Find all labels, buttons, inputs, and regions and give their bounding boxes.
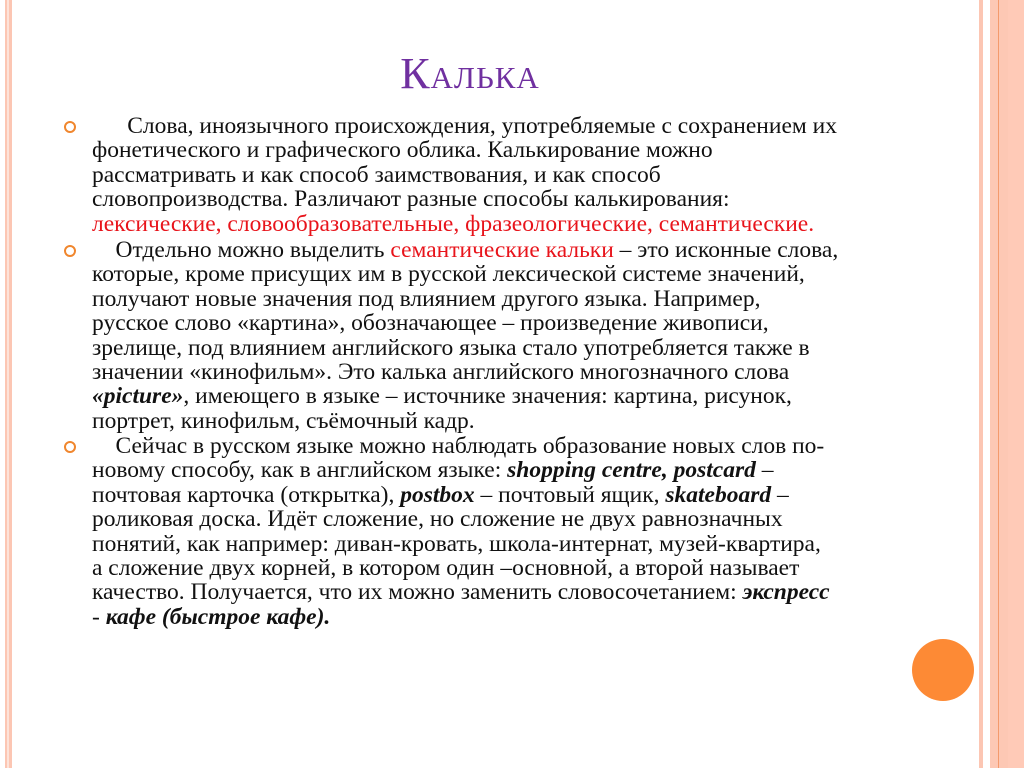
text-segment: понятий, как например: диван-кровать, школа-интернат, музей-квартира,	[92, 530, 821, 557]
text-line	[92, 163, 972, 187]
text-line	[92, 238, 972, 262]
text-segment: Отдельно можно выделить	[92, 237, 391, 263]
text-line	[92, 532, 972, 556]
text-line	[92, 114, 972, 138]
text-line	[92, 360, 972, 384]
right-border-line	[998, 0, 999, 768]
bullet-icon	[64, 121, 76, 133]
right-border-stripe-3	[1008, 0, 1024, 768]
example-term: skateboard	[665, 481, 772, 508]
text-segment: рассматривать и как способ заимствования, и как способ	[92, 161, 661, 188]
text-segment: роликовая доска. Идёт сложение, но сложение не двух равнозначных	[92, 506, 783, 533]
paragraph-new-word-formation	[92, 434, 972, 629]
text-line	[92, 483, 972, 507]
text-line	[92, 507, 972, 531]
paragraph-calque-definition	[92, 114, 972, 236]
bullet-icon	[64, 441, 76, 453]
highlighted-term: семантические кальки	[390, 237, 614, 263]
decorative-orange-circle	[912, 639, 974, 701]
text-line	[92, 262, 972, 286]
text-segment: –	[755, 457, 774, 484]
text-line	[92, 336, 972, 360]
text-line	[92, 434, 972, 458]
text-line	[92, 605, 972, 629]
text-segment: Слова, иноязычного происхождения, употребляемые с сохранением их	[92, 113, 837, 139]
highlighted-term: лексические, словообразовательные, фразеологические, семантические.	[92, 210, 815, 237]
text-line	[92, 311, 972, 335]
text-segment: зрелище, под влиянием английского языка стало употребляется также в	[92, 334, 810, 361]
right-border-stripe-1	[979, 0, 983, 768]
text-line	[92, 187, 972, 211]
text-segment: -	[92, 603, 106, 630]
text-segment: портрет, кинофильм, съёмочный кадр.	[92, 407, 475, 434]
text-segment: –	[771, 481, 789, 508]
text-segment: почтовая карточка (открытка),	[92, 481, 401, 508]
bullet-icon	[64, 245, 76, 257]
text-line	[92, 287, 972, 311]
text-line	[92, 384, 972, 408]
text-segment: а сложение двух корней, в котором один –основной, а второй называет	[92, 554, 800, 581]
example-term: shopping centre, postcard	[507, 457, 756, 484]
text-segment: русское слово «картина», обозначающее – произведение живописи,	[92, 310, 769, 337]
paragraph-semantic-calques	[92, 238, 972, 433]
text-segment: фонетического и графического облика. Калькирование можно	[92, 137, 713, 164]
text-line	[92, 556, 972, 580]
text-segment: Сейчас в русском языке можно наблюдать образование новых слов по-	[92, 433, 825, 459]
example-term: postbox	[400, 481, 475, 508]
text-segment: качество. Получается, что их можно заменить словосочетанием:	[92, 579, 743, 606]
example-term: кафе (быстрое кафе).	[105, 603, 331, 630]
text-segment: , имеющего в языке – источнике значения: картина, рисунок,	[183, 383, 792, 410]
text-segment: словопроизводства. Различают разные способы калькирования:	[92, 186, 730, 213]
left-border-stripe-inner	[7, 0, 9, 768]
text-segment: которые, кроме присущих им в русской лексической системе значений,	[92, 261, 805, 288]
text-segment: значении «кинофильм». Это калька английского многозначного слова	[92, 358, 790, 385]
text-line	[92, 580, 972, 604]
slide-title: Калька	[400, 49, 540, 98]
text-line	[92, 458, 972, 482]
text-segment: получают новые значения под влиянием другого языка. Например,	[92, 285, 761, 312]
text-segment: – почтовый ящик,	[474, 481, 666, 508]
text-segment: новому способу, как в английском языке:	[92, 457, 508, 484]
text-segment: – это исконные слова,	[613, 237, 839, 263]
text-line	[92, 138, 972, 162]
example-term: экспресс	[742, 579, 830, 606]
example-term: «picture»	[92, 383, 184, 410]
text-line	[92, 409, 972, 433]
text-line	[92, 212, 972, 236]
